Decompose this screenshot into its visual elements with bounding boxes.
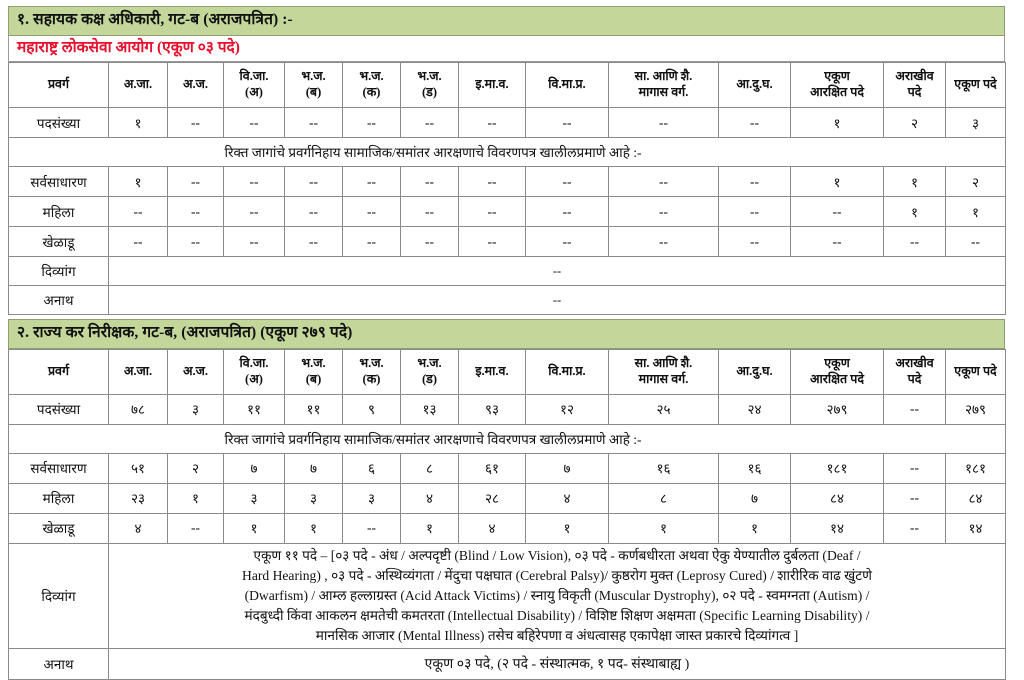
anath-value: -- <box>109 286 1006 315</box>
col-header-line2: पदे <box>907 85 922 100</box>
col-header-line1: इ.मा.व. <box>475 77 509 92</box>
col-header-line1: भ.ज. <box>359 69 384 84</box>
col-header-pravarg <box>9 349 109 394</box>
col-header-line1: प्रवर्ग <box>47 77 70 92</box>
col-header-line1: अराखीव <box>895 356 934 371</box>
cell: -- <box>401 108 459 138</box>
cell: -- <box>884 483 946 513</box>
col-header-line1: वि.मा.प्र. <box>548 364 586 379</box>
cell: -- <box>168 227 224 257</box>
section-2 <box>8 319 1005 680</box>
cell: १६ <box>719 453 791 483</box>
cell: -- <box>168 167 224 197</box>
cell: १४ <box>791 513 884 543</box>
cell: १ <box>884 167 946 197</box>
section-1 <box>8 6 1005 315</box>
col-header-line2: (ब) <box>305 371 322 386</box>
col-header-line1: एकूण <box>824 356 850 371</box>
cell: २ <box>168 453 224 483</box>
col-header-sebc <box>609 349 719 394</box>
cell: १८१ <box>946 453 1006 483</box>
col-header-st <box>168 349 224 394</box>
divyang-line: (Dwarfism) / आम्ल हल्लाग्रस्त (Acid Attack Victims) / स्नायु विकृती (Muscular Dystrophy), ०२ पदे - स्वमग्नता (Autism) / <box>244 587 870 603</box>
cell: ३ <box>224 483 285 513</box>
col-header-line1: अ.ज. <box>182 77 209 92</box>
table-row-padsankhya <box>9 108 1006 138</box>
col-header-nt-b <box>285 63 343 108</box>
cell: -- <box>609 197 719 227</box>
cell: १८१ <box>791 453 884 483</box>
cell: ६१ <box>459 453 526 483</box>
col-header-line1: आ.दु.घ. <box>736 77 773 92</box>
section-2-banner: २. राज्य कर निरीक्षक, गट-ब, (अराजपत्रित) (एकूण २७९ पदे) <box>8 319 1005 349</box>
cell: १ <box>791 167 884 197</box>
col-header-line2: आरक्षित पदे <box>809 85 865 100</box>
cell: २ <box>946 167 1006 197</box>
col-header-line1: अ.जा. <box>123 364 153 379</box>
col-header-line1: भ.ज. <box>417 69 442 84</box>
cell: ८ <box>401 453 459 483</box>
cell: १ <box>609 513 719 543</box>
cell: -- <box>791 197 884 227</box>
note-text: रिक्त जागांचे प्रवर्गनिहाय सामाजिक/समांतर आरक्षणाचे विवरणपत्र खालीलप्रमाणे आहे :- <box>9 138 1006 167</box>
col-header-line1: भ.ज. <box>359 356 384 371</box>
cell: -- <box>343 108 401 138</box>
col-header-nt-d <box>401 63 459 108</box>
col-header-line1: वि.मा.प्र. <box>548 77 586 92</box>
col-header-line2: (अ) <box>245 85 263 100</box>
cell: -- <box>884 227 946 257</box>
cell: २३ <box>109 483 168 513</box>
cell: ८४ <box>791 483 884 513</box>
divyang-value: -- <box>109 257 1006 286</box>
col-header-line2: (ड) <box>421 85 437 100</box>
cell: -- <box>401 227 459 257</box>
section-2-table <box>8 349 1006 680</box>
col-header-nt-c <box>343 349 401 394</box>
cell: २४ <box>719 394 791 424</box>
cell: २ <box>884 108 946 138</box>
col-header-line1: आ.दु.घ. <box>736 364 773 379</box>
col-header-line1: भ.ज. <box>301 356 326 371</box>
cell: ५१ <box>109 453 168 483</box>
col-header-sbc <box>526 63 609 108</box>
cell: १ <box>109 167 168 197</box>
col-header-line2: (क) <box>362 371 381 386</box>
col-header-nt-d <box>401 349 459 394</box>
cell: ८४ <box>946 483 1006 513</box>
cell: १३ <box>401 394 459 424</box>
cell: -- <box>526 197 609 227</box>
table-row-anath <box>9 286 1006 315</box>
cell: ४ <box>401 483 459 513</box>
cell: १ <box>946 197 1006 227</box>
col-header-ews <box>719 63 791 108</box>
cell: -- <box>946 227 1006 257</box>
cell: १ <box>719 513 791 543</box>
col-header-vja <box>224 63 285 108</box>
cell: -- <box>343 167 401 197</box>
cell: १ <box>168 483 224 513</box>
cell: -- <box>719 167 791 197</box>
cell: १ <box>526 513 609 543</box>
cell: -- <box>884 453 946 483</box>
col-header-line2: मागास वर्ग. <box>638 85 689 100</box>
col-header-line1: इ.मा.व. <box>475 364 509 379</box>
col-header-nt-b <box>285 349 343 394</box>
cell: -- <box>224 197 285 227</box>
cell: -- <box>884 513 946 543</box>
cell: ७ <box>285 453 343 483</box>
col-header-line1: अराखीव <box>895 69 934 84</box>
cell: -- <box>168 197 224 227</box>
col-header-sc <box>109 63 168 108</box>
cell: ३ <box>285 483 343 513</box>
table-row-anath <box>9 648 1006 679</box>
row-label: महिला <box>9 197 109 227</box>
col-header-vja <box>224 349 285 394</box>
col-header-obc <box>459 63 526 108</box>
cell: ७ <box>719 483 791 513</box>
cell: १६ <box>609 453 719 483</box>
cell: १ <box>791 108 884 138</box>
row-label: सर्वसाधारण <box>9 167 109 197</box>
table-row-kheladu <box>9 227 1006 257</box>
col-header-line2: आरक्षित पदे <box>809 371 865 386</box>
section-1-redbar: महाराष्ट्र लोकसेवा आयोग (एकूण ०३ पदे) <box>8 36 1005 62</box>
col-header-line1: अ.जा. <box>123 77 153 92</box>
section-1-table <box>8 62 1006 315</box>
cell: -- <box>224 108 285 138</box>
col-header-line1: एकूण पदे <box>954 77 997 92</box>
cell: -- <box>884 394 946 424</box>
cell: १ <box>109 108 168 138</box>
col-header-sbc <box>526 349 609 394</box>
cell: -- <box>224 167 285 197</box>
col-header-line1: अ.ज. <box>182 364 209 379</box>
col-header-line2: पदे <box>907 371 922 386</box>
col-header-unreserved <box>884 349 946 394</box>
cell: -- <box>609 167 719 197</box>
table-row-divyang <box>9 257 1006 286</box>
col-header-sebc <box>609 63 719 108</box>
cell: ११ <box>285 394 343 424</box>
row-label: सर्वसाधारण <box>9 453 109 483</box>
cell: -- <box>719 227 791 257</box>
cell: २५ <box>609 394 719 424</box>
cell: -- <box>343 227 401 257</box>
col-header-line2: मागास वर्ग. <box>638 371 689 386</box>
table-note-row <box>9 138 1006 167</box>
cell: १ <box>884 197 946 227</box>
col-header-line1: सा. आणि शै. <box>634 356 693 371</box>
col-header-line1: वि.जा. <box>239 69 269 84</box>
cell: १ <box>401 513 459 543</box>
row-label: खेळाडू <box>9 513 109 543</box>
note-text: रिक्त जागांचे प्रवर्गनिहाय सामाजिक/समांतर आरक्षणाचे विवरणपत्र खालीलप्रमाणे आहे :- <box>9 424 1006 453</box>
cell: -- <box>459 108 526 138</box>
cell: १४ <box>946 513 1006 543</box>
table-header-row <box>9 63 1006 108</box>
col-header-nt-c <box>343 63 401 108</box>
cell: १ <box>224 513 285 543</box>
cell: ९ <box>343 394 401 424</box>
cell: -- <box>224 227 285 257</box>
col-header-ews <box>719 349 791 394</box>
cell: २७९ <box>791 394 884 424</box>
cell: -- <box>109 227 168 257</box>
cell: -- <box>401 197 459 227</box>
cell: -- <box>719 197 791 227</box>
cell: -- <box>109 197 168 227</box>
row-label: पदसंख्या <box>9 108 109 138</box>
cell: ३ <box>168 394 224 424</box>
row-label: अनाथ <box>9 286 109 315</box>
cell: २७९ <box>946 394 1006 424</box>
cell: ७८ <box>109 394 168 424</box>
col-header-pravarg <box>9 63 109 108</box>
row-label: दिव्यांग <box>9 543 109 648</box>
divyang-line: मानसिक आजार (Mental Illness) तसेच बहिरेपणा व अंधत्वासह एकापेक्षा जास्त प्रकारचे दिव्यांगत्व ] <box>315 627 799 643</box>
row-label: खेळाडू <box>9 227 109 257</box>
cell: ३ <box>343 483 401 513</box>
table-row-padsankhya <box>9 394 1006 424</box>
col-header-st <box>168 63 224 108</box>
divyang-line: मंदबुध्दी किंवा आकलन क्षमतेची कमतरता (Intellectual Disability) / विशिष्ट शिक्षण अक्षमता (Specific Learning Disability) / <box>244 607 870 623</box>
col-header-total-posts <box>946 63 1006 108</box>
col-header-line1: एकूण पदे <box>954 364 997 379</box>
col-header-line2: (ड) <box>421 371 437 386</box>
cell: -- <box>285 167 343 197</box>
table-row-mahila <box>9 483 1006 513</box>
col-header-obc <box>459 349 526 394</box>
cell: -- <box>168 108 224 138</box>
table-row-sarvasadharan <box>9 453 1006 483</box>
cell: -- <box>168 513 224 543</box>
cell: ४ <box>459 513 526 543</box>
cell: -- <box>401 167 459 197</box>
col-header-total-reserved <box>791 63 884 108</box>
divyang-line: एकूण ११ पदे – [०३ पदे - अंध / अल्पदृष्टी (Blind / Low Vision), ०३ पदे - कर्णबधीरता अथवा ऐकु येण्यातील दुर्बलता (Deaf / <box>253 547 861 563</box>
cell: -- <box>526 227 609 257</box>
cell: ६ <box>343 453 401 483</box>
cell: ८ <box>609 483 719 513</box>
cell: १ <box>285 513 343 543</box>
cell: -- <box>343 197 401 227</box>
table-note-row <box>9 424 1006 453</box>
row-label: दिव्यांग <box>9 257 109 286</box>
anath-value: एकूण ०३ पदे, (२ पदे - संस्थात्मक, १ पद- संस्थाबाह्य ) <box>109 648 1006 679</box>
cell: -- <box>285 197 343 227</box>
divyang-line: Hard Hearing) , ०३ पदे - अस्थिव्यंगता / मेंदुचा पक्षघात (Cerebral Palsy)/ कुष्ठरोग मुक्त (Leprosy Cured) / शारीरिक वाढ खुंटणे <box>242 567 872 583</box>
cell: ७ <box>526 453 609 483</box>
row-label: पदसंख्या <box>9 394 109 424</box>
cell: ९३ <box>459 394 526 424</box>
col-header-line2: (अ) <box>245 371 263 386</box>
table-row-kheladu <box>9 513 1006 543</box>
col-header-line1: भ.ज. <box>417 356 442 371</box>
col-header-line1: प्रवर्ग <box>47 364 70 379</box>
col-header-line1: सा. आणि शै. <box>634 69 693 84</box>
cell: -- <box>719 108 791 138</box>
col-header-line2: (ब) <box>305 85 322 100</box>
cell: ४ <box>526 483 609 513</box>
table-row-sarvasadharan <box>9 167 1006 197</box>
col-header-line1: भ.ज. <box>301 69 326 84</box>
col-header-total-posts <box>946 349 1006 394</box>
cell: -- <box>609 108 719 138</box>
col-header-line1: एकूण <box>824 69 850 84</box>
cell: -- <box>526 108 609 138</box>
table-row-divyang <box>9 543 1006 648</box>
cell: १२ <box>526 394 609 424</box>
row-label: महिला <box>9 483 109 513</box>
col-header-line1: वि.जा. <box>239 356 269 371</box>
table-header-row <box>9 349 1006 394</box>
cell: ४ <box>109 513 168 543</box>
table-row-mahila <box>9 197 1006 227</box>
col-header-line2: (क) <box>362 85 381 100</box>
row-label: अनाथ <box>9 648 109 679</box>
cell: ११ <box>224 394 285 424</box>
cell: -- <box>791 227 884 257</box>
col-header-sc <box>109 349 168 394</box>
cell: -- <box>609 227 719 257</box>
cell: ३ <box>946 108 1006 138</box>
cell: ७ <box>224 453 285 483</box>
section-1-banner: १. सहायक कक्ष अधिकारी, गट-ब (अराजपत्रित) :- <box>8 6 1005 36</box>
cell: -- <box>526 167 609 197</box>
col-header-total-reserved <box>791 349 884 394</box>
divyang-description <box>109 543 1006 648</box>
cell: -- <box>459 197 526 227</box>
cell: -- <box>343 513 401 543</box>
cell: २८ <box>459 483 526 513</box>
col-header-unreserved <box>884 63 946 108</box>
cell: -- <box>285 108 343 138</box>
cell: -- <box>285 227 343 257</box>
cell: -- <box>459 227 526 257</box>
cell: -- <box>459 167 526 197</box>
